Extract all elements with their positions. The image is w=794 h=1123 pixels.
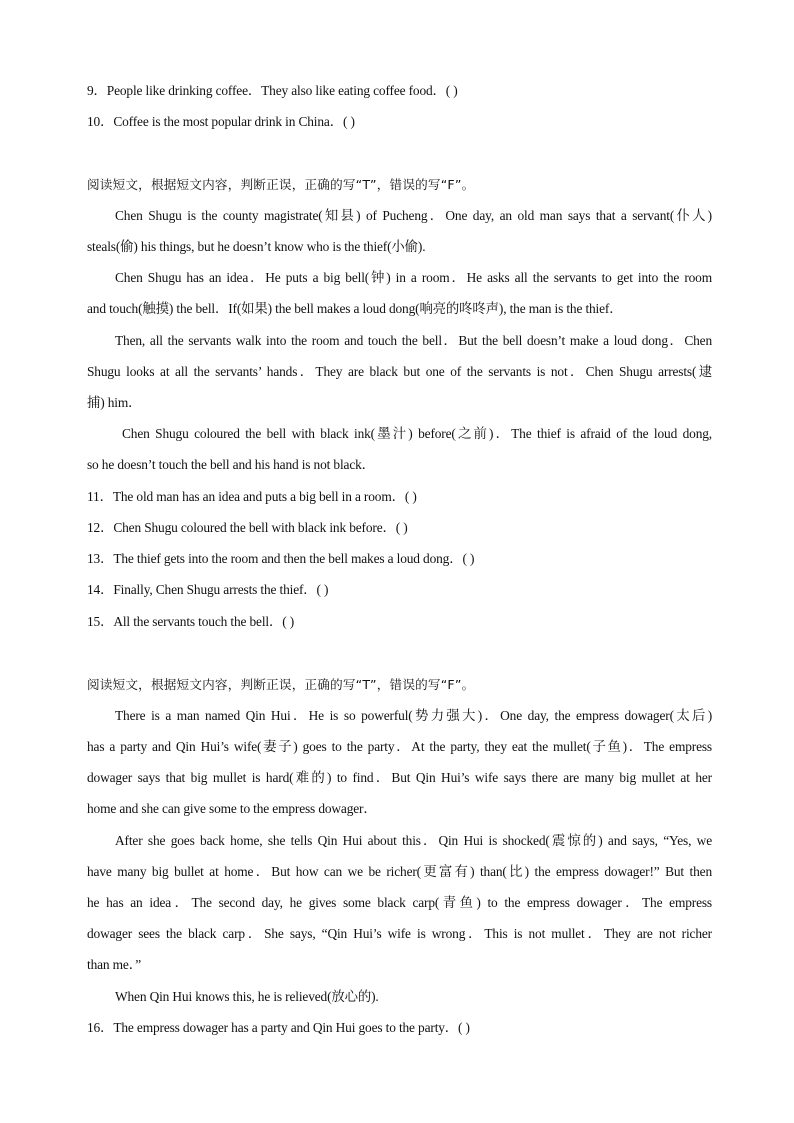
passage2-line: There is a man named Qin Hui．He is so powerful(势力强大)．One day, the empress dowager(太后)	[115, 708, 712, 723]
passage2-line: dowager sees the black carp．She says, “Qin Hui’s wife is wrong．This is not mullet．They are not richer	[87, 926, 712, 941]
passage1-line: steals(偷) his things, but he doesn’t know who is the thief(小偷).	[87, 239, 426, 254]
question-number: 9．	[87, 83, 107, 98]
passage1-line: Then, all the servants walk into the room and touch the bell．But the bell doesn’t make a loud dong．Chen	[115, 333, 712, 348]
passage2-instruction: 阅读短文，根据短文内容，判断正误，正确的写“T”，错误的写“F”。	[87, 677, 475, 692]
passage2-line: has a party and Qin Hui’s wife(妻子) goes to the party．At the party, they eat the mullet(子鱼)．The empress	[87, 739, 712, 754]
question-13	[87, 550, 712, 568]
question-text: Coffee is the most popular drink in China．( )	[113, 114, 355, 129]
question-number: 11．	[87, 489, 113, 504]
question-text: The empress dowager has a party and Qin Hui goes to the party．( )	[113, 1020, 470, 1035]
passage1-instruction: 阅读短文，根据短文内容，判断正误，正确的写“T”，错误的写“F”。	[87, 177, 475, 192]
passage1-line: so he doesn’t touch the bell and his hand is not black．	[87, 457, 375, 472]
question-text: All the servants touch the bell．( )	[113, 614, 295, 629]
passage1-line: Shugu looks at all the servants’ hands．They are black but one of the servants is not．Chen Shugu arrests(逮	[87, 364, 712, 379]
passage2-line: home and she can give some to the empress dowager．	[87, 801, 377, 816]
question-15	[87, 613, 712, 631]
passage2-line: dowager says that big mullet is hard(难的) to find．But Qin Hui’s wife says there are many big mullet at her	[87, 770, 712, 785]
passage2-line: When Qin Hui knows this, he is relieved(放心的).	[115, 989, 379, 1004]
question-number: 10．	[87, 114, 114, 129]
passage1-line: Chen Shugu has an idea．He puts a big bell(钟) in a room．He asks all the servants to get into the room	[115, 270, 712, 285]
passage1-line: and touch(触摸) the bell．If(如果) the bell makes a loud dong(响亮的咚咚声), the man is the thief．	[87, 301, 623, 316]
question-text: Chen Shugu coloured the bell with black ink before．( )	[113, 520, 408, 535]
question-14	[87, 581, 712, 599]
question-text: Finally, Chen Shugu arrests the thief．( )	[113, 582, 329, 597]
question-11	[87, 488, 712, 506]
passage2-line: After she goes back home, she tells Qin Hui about this．Qin Hui is shocked(震惊的) and says, “Yes, we	[115, 833, 712, 848]
passage2-line: than me．”	[87, 957, 142, 972]
question-9	[87, 82, 712, 100]
question-number: 12．	[87, 520, 114, 535]
passage2-line: he has an idea．The second day, he gives some black carp(青鱼) to the empress dowager．The empress	[87, 895, 712, 910]
passage1-line: Chen Shugu coloured the bell with black ink(墨汁) before(之前)．The thief is afraid of the loud dong,	[122, 426, 712, 441]
question-16	[87, 1019, 712, 1037]
passage2-line: have many big bullet at home．But how can we be richer(更富有) than(比) the empress dowager!” But then	[87, 864, 712, 879]
question-text: The old man has an idea and puts a big bell in a room．( )	[112, 489, 417, 504]
passage1-line: 捕) him．	[87, 395, 142, 410]
passage1-line: Chen Shugu is the county magistrate(知县) of Pucheng．One day, an old man says that a servant(仆人)	[115, 208, 712, 223]
question-number: 13．	[87, 551, 114, 566]
question-number: 16．	[87, 1020, 114, 1035]
question-number: 15．	[87, 614, 114, 629]
question-12	[87, 519, 712, 537]
question-text: The thief gets into the room and then the bell makes a loud dong．( )	[113, 551, 475, 566]
question-text: People like drinking coffee．They also like eating coffee food．( )	[106, 83, 458, 98]
question-10	[87, 113, 712, 131]
question-number: 14．	[87, 582, 114, 597]
